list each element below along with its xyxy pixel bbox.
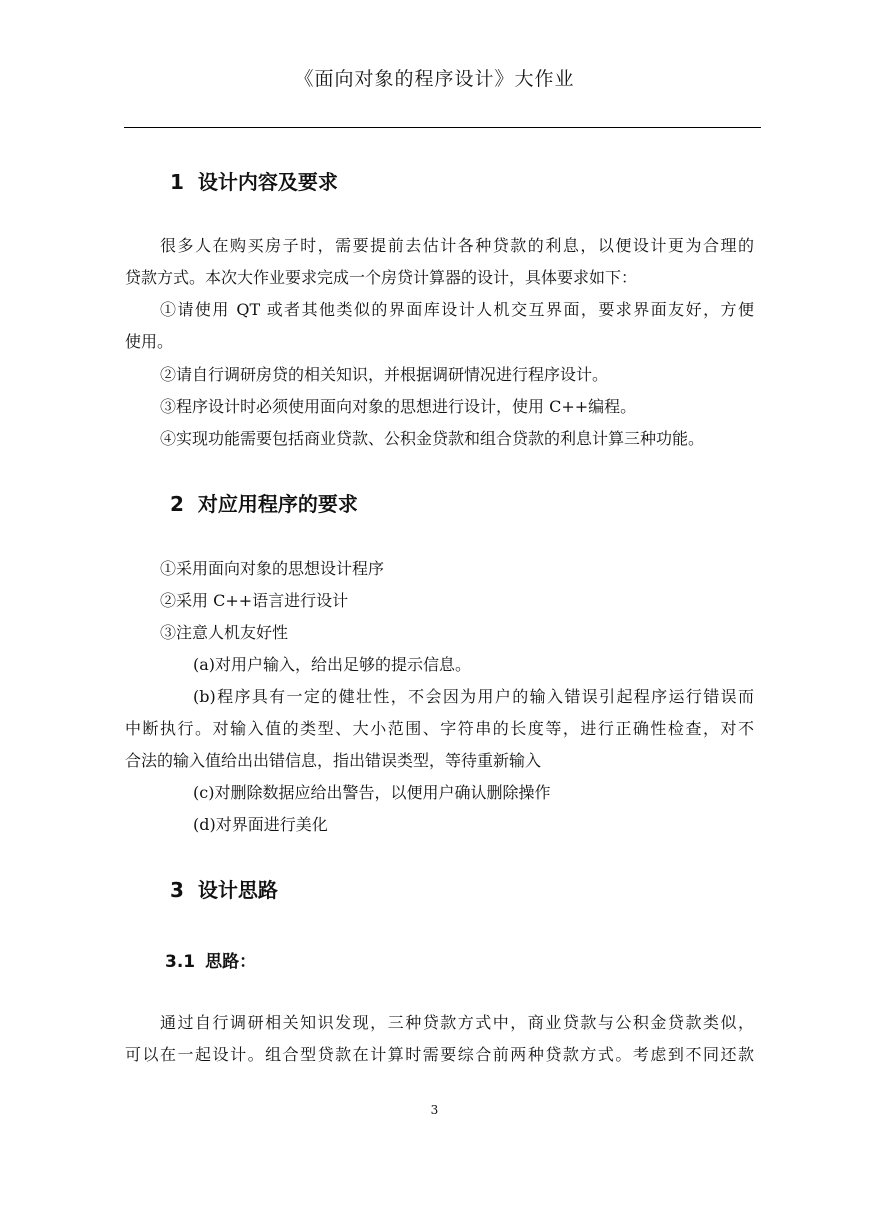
section-2-number: 2 — [170, 492, 184, 516]
section-3-paragraph-line-2: 可以在一起设计。组合型贷款在计算时需要综合前两种贷款方式。考虑到不同还款 — [125, 1045, 754, 1064]
section-2-title: 对应用程序的要求 — [197, 492, 358, 516]
header-divider — [124, 127, 761, 128]
section-2-sub-c: (c)对删除数据应给出警告，以便用户确认删除操作 — [193, 783, 551, 802]
section-1-item-1-line-2: 使用。 — [125, 332, 174, 351]
section-1-paragraph-line-1: 很多人在购买房子时，需要提前去估计各种贷款的利息，以便设计更为合理的 — [160, 236, 754, 255]
section-1-item-2: ②请自行调研房贷的相关知识，并根据调研情况进行程序设计。 — [160, 365, 609, 384]
section-1-title: 设计内容及要求 — [197, 170, 338, 194]
page-number: 3 — [430, 1103, 439, 1117]
section-3-title: 设计思路 — [197, 878, 278, 902]
section-3-heading — [170, 874, 278, 903]
section-1-item-1-line-1: ①请使用 QT 或者其他类似的界面库设计人机交互界面，要求界面友好，方便 — [160, 300, 754, 319]
section-2-item-3: ③注意人机友好性 — [160, 623, 289, 642]
section-1-item-4: ④实现功能需要包括商业贷款、公积金贷款和组合贷款的利息计算三种功能。 — [160, 429, 705, 448]
section-2-heading — [170, 488, 358, 517]
section-3-1-number: 3.1 — [165, 952, 196, 972]
section-1-paragraph-line-2: 贷款方式。本次大作业要求完成一个房贷计算器的设计，具体要求如下： — [125, 268, 638, 287]
section-2-item-2: ②采用 C++语言进行设计 — [160, 591, 349, 610]
section-2-sub-b-line-1: (b)程序具有一定的健壮性，不会因为用户的输入错误引起程序运行错误而 — [193, 687, 754, 706]
section-1-item-3: ③程序设计时必须使用面向对象的思想进行设计，使用 C++编程。 — [160, 397, 637, 416]
section-2-item-1: ①采用面向对象的思想设计程序 — [160, 559, 385, 578]
section-3-1-title: 思路： — [205, 952, 257, 972]
section-3-paragraph-line-1: 通过自行调研相关知识发现，三种贷款方式中，商业贷款与公积金贷款类似， — [160, 1013, 754, 1032]
section-1-heading — [170, 166, 338, 195]
section-3-1-heading — [165, 947, 256, 972]
page-header-title: 《面向对象的程序设计》大作业 — [294, 68, 575, 90]
section-2-sub-b-line-3: 合法的输入值给出出错信息，指出错误类型，等待重新输入 — [125, 751, 542, 770]
section-3-number: 3 — [170, 878, 184, 902]
section-2-sub-d: (d)对界面进行美化 — [193, 815, 328, 834]
section-2-sub-a: (a)对用户输入，给出足够的提示信息。 — [193, 655, 472, 674]
section-1-number: 1 — [170, 170, 184, 194]
section-2-sub-b-line-2: 中断执行。对输入值的类型、大小范围、字符串的长度等，进行正确性检查，对不 — [125, 719, 754, 738]
